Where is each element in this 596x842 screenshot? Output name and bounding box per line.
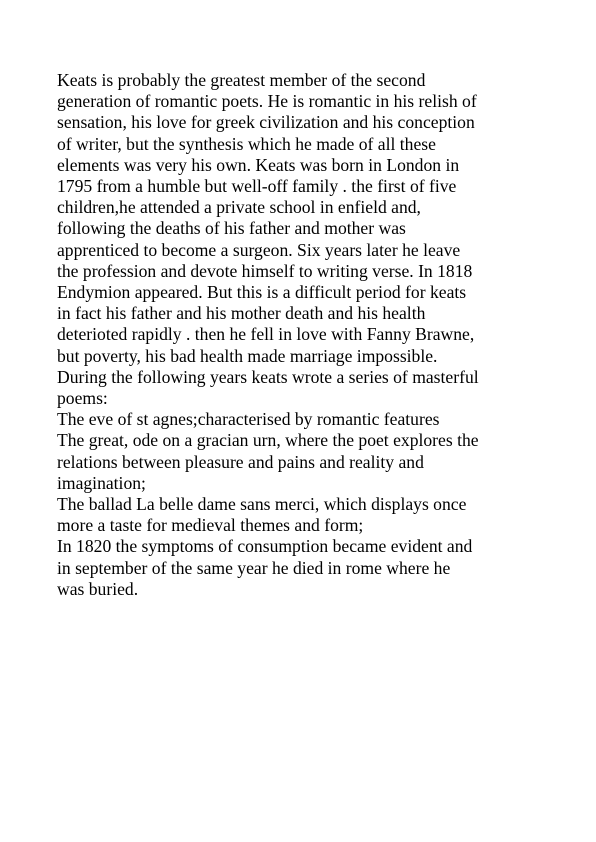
text-line: apprenticed to become a surgeon. Six years later he leave xyxy=(57,239,461,260)
text-line: of writer, but the synthesis which he made of all these xyxy=(57,133,436,154)
text-line: children,he attended a private school in enfield and, xyxy=(57,197,421,218)
text-line: imagination; xyxy=(57,472,146,493)
text-line: The ballad La belle dame sans merci, which displays once xyxy=(57,494,467,515)
text-line: following the deaths of his father and mother was xyxy=(57,218,406,239)
text-line: During the following years keats wrote a series of masterful xyxy=(57,366,479,387)
text-line: generation of romantic poets. He is romantic in his relish of xyxy=(57,91,477,112)
text-line: the profession and devote himself to writing verse. In 1818 xyxy=(57,260,473,281)
text-line: more a taste for medieval themes and form; xyxy=(57,515,364,536)
text-line: The eve of st agnes;characterised by romantic features xyxy=(57,409,440,430)
text-line: elements was very his own. Keats was born in London in xyxy=(57,154,460,175)
text-line: Keats is probably the greatest member of the second xyxy=(57,70,426,90)
text-line: but poverty, his bad health made marriage impossible. xyxy=(57,345,438,366)
text-line: The great, ode on a gracian urn, where the poet explores the xyxy=(57,430,479,451)
text-line: 1795 from a humble but well-off family . the first of five xyxy=(57,176,457,197)
text-line: In 1820 the symptoms of consumption became evident and xyxy=(57,536,473,557)
text-line: in september of the same year he died in rome where he xyxy=(57,557,451,578)
text-line: deterioted rapidly . then he fell in love with Fanny Brawne, xyxy=(57,324,475,345)
text-line: sensation, his love for greek civilization and his conception xyxy=(57,112,475,133)
text-line: relations between pleasure and pains and reality and xyxy=(57,451,424,472)
text-line: in fact his father and his mother death and his health xyxy=(57,303,426,324)
body-text xyxy=(57,70,547,600)
text-line: Endymion appeared. But this is a difficult period for keats xyxy=(57,282,467,303)
text-line: poems: xyxy=(57,388,108,409)
text-line: was buried. xyxy=(57,578,139,599)
